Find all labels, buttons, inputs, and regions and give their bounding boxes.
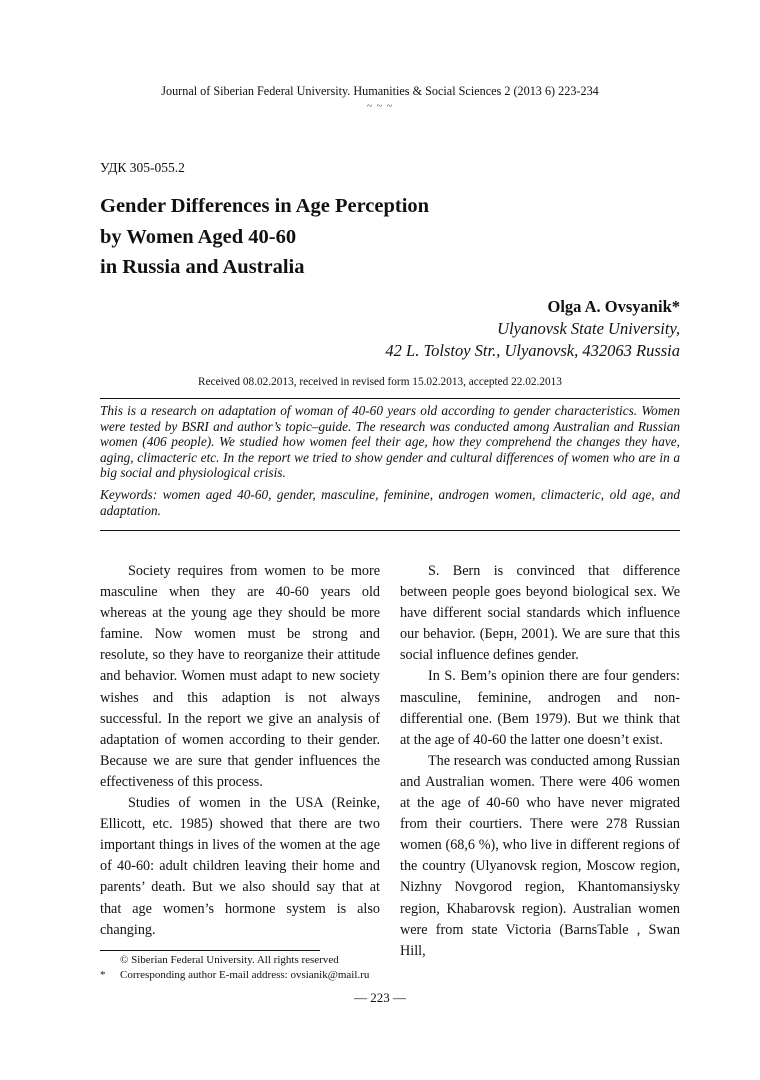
footnote-corresponding (100, 968, 369, 983)
body-column-right (400, 561, 680, 962)
author-affiliation: Ulyanovsk State University, (497, 319, 680, 338)
title-line: in Russia and Australia (100, 256, 305, 278)
paragraph: In S. Bem’s opinion there are four genders: masculine, feminine, androgen and non-differential one. (Bem 1979). But we think that at the age of 40-60 the latter one doesn’t exist. (400, 668, 680, 748)
footnote-star: * (100, 968, 106, 981)
paragraph: S. Bern is convinced that difference between people goes beyond biological sex. We have different social standards which influence our behavior. (Берн, 2001). We are sure that this social influence defines gender. (400, 563, 680, 664)
footnote-copyright (100, 953, 369, 968)
author-block (385, 296, 680, 362)
header-ornament: ~ ~ ~ (366, 101, 394, 112)
abstract-block (100, 403, 680, 518)
title-line: Gender Differences in Age Perception (100, 195, 430, 217)
abstract-text: This is a research on adaptation of woman of 40-60 years old according to gender characteristics. Women were tested by BSRI and author’s topic–guide. The research was conducted among Australian and Russian women (406 people). We studied how women feel their age, how they comprehend the changes they have, aging, climacteric etc. In the report we tried to show gender and cultural differences of women who are in a big social and physiological crisis. (100, 403, 680, 481)
copyright-text: © Siberian Federal University. All rights reserved (120, 954, 339, 966)
author-name: Olga A. Ovsyanik* (547, 297, 680, 316)
footnotes (100, 953, 369, 982)
paper-title (100, 191, 429, 283)
received-dates: Received 08.02.2013, received in revised form 15.02.2013, accepted 22.02.2013 (198, 376, 562, 388)
corresponding-text: Corresponding author E-mail address: ovsianik@mail.ru (120, 968, 370, 981)
keywords: Keywords: women aged 40-60, gender, masculine, feminine, androgen women, climacteric, old age, and adaptation. (100, 486, 680, 518)
journal-header: Journal of Siberian Federal University. Humanities & Social Sciences 2 (2013 6) 223-234 (161, 84, 599, 98)
footnote-rule (100, 950, 320, 951)
author-address: 42 L. Tolstoy Str., Ulyanovsk, 432063 Russia (385, 341, 680, 360)
abstract-bottom-rule (100, 530, 680, 531)
page-number: — 223 — (354, 990, 406, 1005)
paragraph: Society requires from women to be more masculine when they are 40-60 years old whereas at the young age they should be more famine. Now women must be strong and resolute, so they have to reorganize their attitude and behavior. Women must adapt to new society wishes and this adaption is not always successful. In the report we give an analysis of adaptation of women according to their gender. Because we are sure that gender influences the effectiveness of this process. (100, 563, 380, 790)
body-column-left (100, 561, 380, 941)
paragraph: The research was conducted among Russian and Australian women. There were 406 women at the age of 40-60 who have never migrated from their courtiers. There were 278 Russian women (68,6 %), who live in different regions of the country (Ulyanovsk region, Moscow region, Nizhny Novgorod region, Khantomansiysky region, Khabarovsk region). Australian women were from state Victoria (BarnsTable , Swan Hill, (400, 752, 680, 959)
title-line: by Women Aged 40-60 (100, 225, 297, 248)
paragraph: Studies of women in the USA (Reinke, Ellicott, etc. 1985) showed that there are two important things in lives of the women at the age of 40-60: adult children leaving their home and parents’ death. But we also should say that at that age women’s hormone system is also changing. (100, 795, 380, 938)
abstract-top-rule (100, 398, 680, 399)
udk-code: УДК 305-055.2 (100, 160, 185, 175)
